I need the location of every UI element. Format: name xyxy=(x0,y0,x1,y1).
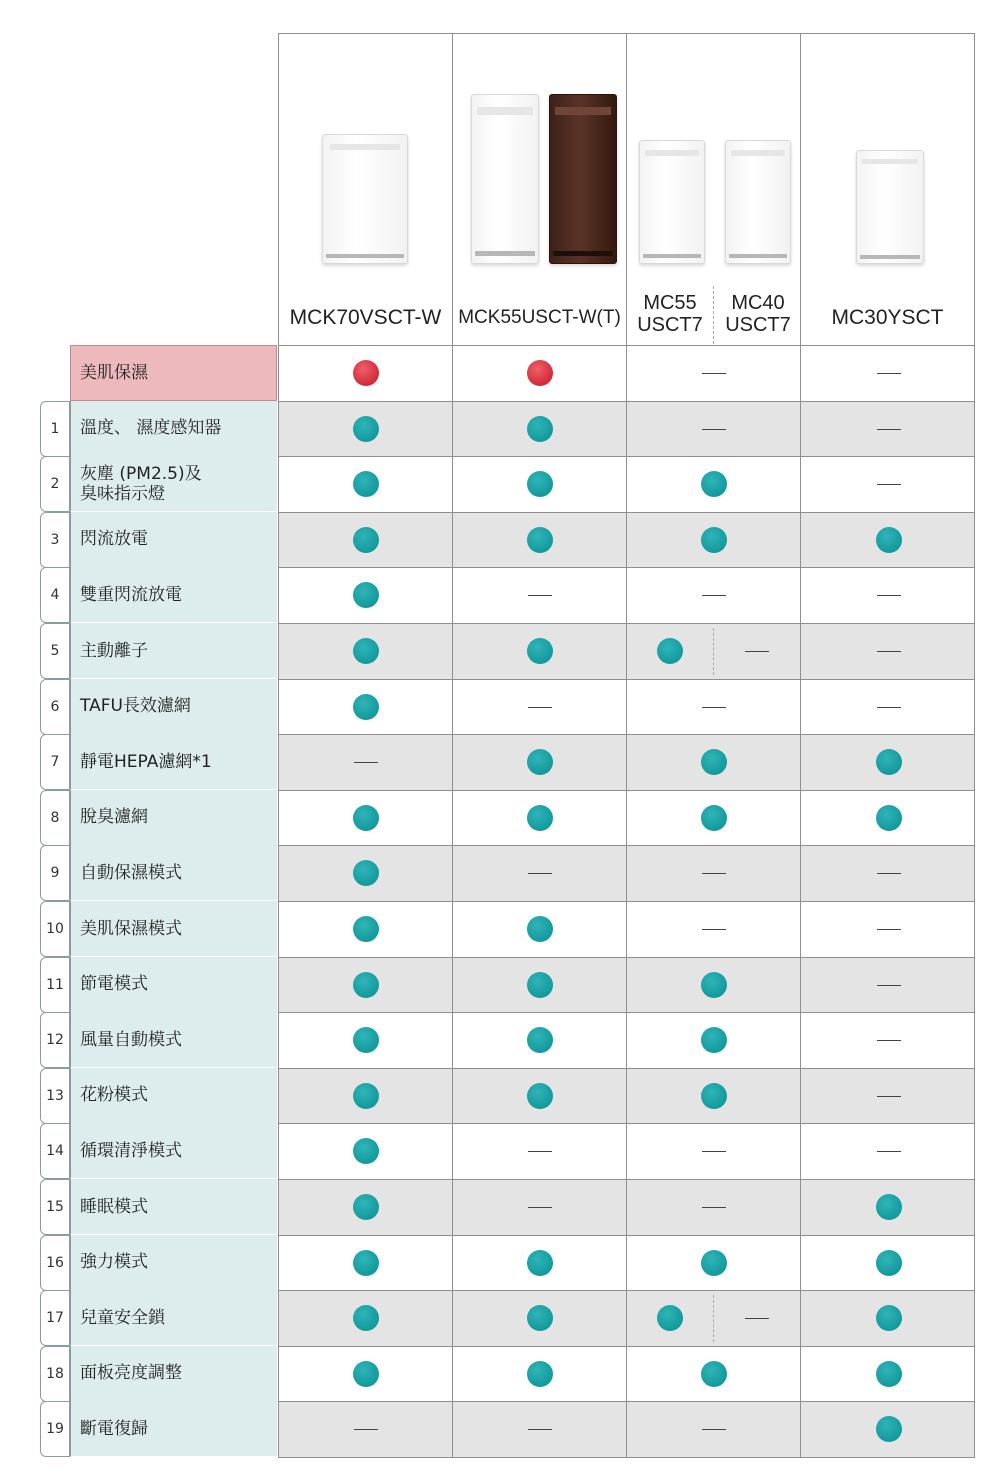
supported-dot xyxy=(701,1027,727,1053)
feature-row xyxy=(40,1123,975,1179)
feature-label-text: 主動離子 xyxy=(80,640,148,661)
feature-cell xyxy=(278,457,452,512)
supported-dot xyxy=(701,1250,727,1276)
feature-label-text: 兒童安全鎖 xyxy=(80,1307,165,1328)
feature-label xyxy=(70,1068,277,1124)
feature-cells xyxy=(278,1012,975,1068)
feature-cells xyxy=(278,623,975,679)
supported-dot xyxy=(527,416,553,442)
feature-label-text: 風量自動模式 xyxy=(80,1029,182,1050)
feature-label-text: 脫臭濾網 xyxy=(80,807,148,828)
not-supported-dash xyxy=(702,1207,726,1208)
feature-label-text: 灰塵 (PM2.5)及 臭味指示燈 xyxy=(80,463,202,504)
supported-dot xyxy=(701,471,727,497)
feature-row xyxy=(40,790,975,846)
not-supported-dash xyxy=(528,873,552,874)
supported-dot xyxy=(353,805,379,831)
supported-dot xyxy=(876,1361,902,1387)
row-number: 7 xyxy=(40,734,70,790)
feature-cell xyxy=(278,1013,452,1068)
feature-cells xyxy=(278,567,975,623)
not-supported-dash xyxy=(354,1429,378,1430)
feature-cells xyxy=(278,1346,975,1402)
not-supported-dash xyxy=(877,929,901,930)
supported-dot xyxy=(353,916,379,942)
feature-cells xyxy=(278,734,975,790)
feature-row xyxy=(40,901,975,957)
feature-row xyxy=(40,845,975,901)
supported-dot xyxy=(701,749,727,775)
feature-cell xyxy=(800,457,975,512)
feature-cells xyxy=(278,1179,975,1235)
not-supported-dash xyxy=(528,595,552,596)
feature-cell xyxy=(452,680,626,735)
feature-cell xyxy=(800,846,975,901)
feature-cell xyxy=(452,568,626,623)
feature-cell xyxy=(800,346,975,401)
not-supported-dash xyxy=(702,595,726,596)
row-number: 11 xyxy=(40,957,70,1013)
feature-cells xyxy=(278,790,975,846)
feature-label xyxy=(70,790,277,846)
not-supported-dash xyxy=(702,1429,726,1430)
supported-dot xyxy=(876,805,902,831)
row-number: 5 xyxy=(40,623,70,679)
product-image-mc30 xyxy=(856,150,924,264)
feature-cell xyxy=(278,902,452,957)
supported-dot xyxy=(353,582,379,608)
feature-cell xyxy=(452,1180,626,1235)
feature-row xyxy=(40,512,975,568)
supported-dot xyxy=(353,527,379,553)
supported-dot xyxy=(876,1305,902,1331)
feature-row xyxy=(40,1012,975,1068)
supported-dot xyxy=(527,1083,553,1109)
feature-cells xyxy=(278,679,975,735)
feature-cells xyxy=(278,1235,975,1291)
model-name: MCK55USCT-W(T) xyxy=(458,307,621,328)
feature-cell xyxy=(800,402,975,457)
feature-cell xyxy=(452,1069,626,1124)
feature-cell xyxy=(278,568,452,623)
supported-dot xyxy=(527,1361,553,1387)
sub-column-divider xyxy=(713,1295,714,1342)
feature-cells xyxy=(278,345,975,401)
not-supported-dash xyxy=(702,373,726,374)
feature-label-text: 睡眠模式 xyxy=(80,1196,148,1217)
feature-row xyxy=(40,1401,975,1457)
feature-cell xyxy=(626,1180,800,1235)
not-supported-dash xyxy=(877,429,901,430)
feature-row xyxy=(40,1346,975,1402)
not-supported-dash xyxy=(702,873,726,874)
feature-cell xyxy=(800,568,975,623)
feature-cell xyxy=(626,1013,800,1068)
feature-cell xyxy=(278,402,452,457)
feature-cell xyxy=(278,735,452,790)
row-number: 12 xyxy=(40,1012,70,1068)
feature-label xyxy=(70,845,277,901)
row-number: 8 xyxy=(40,790,70,846)
feature-cell xyxy=(278,1236,452,1291)
supported-dot xyxy=(527,916,553,942)
feature-label xyxy=(70,1012,277,1068)
sub-column-divider xyxy=(713,628,714,675)
feature-cell xyxy=(452,402,626,457)
feature-label-text: 雙重閃流放電 xyxy=(80,584,182,605)
feature-row xyxy=(40,1290,975,1346)
not-supported-dash xyxy=(877,1151,901,1152)
feature-row xyxy=(40,1068,975,1124)
feature-label-text: 美肌保濕模式 xyxy=(80,918,182,939)
feature-cell xyxy=(452,624,626,679)
feature-label xyxy=(70,401,277,457)
not-supported-dash xyxy=(354,762,378,763)
feature-cell xyxy=(452,346,626,401)
feature-label-text: 斷電復歸 xyxy=(80,1418,148,1439)
not-supported-dash xyxy=(877,484,901,485)
row-number: 2 xyxy=(40,456,70,512)
feature-label-text: TAFU長效濾網 xyxy=(80,696,191,717)
not-supported-dash xyxy=(877,651,901,652)
row-number: 16 xyxy=(40,1235,70,1291)
feature-cell xyxy=(626,402,800,457)
feature-label xyxy=(70,734,277,790)
feature-cell xyxy=(800,1347,975,1402)
supported-dot xyxy=(527,638,553,664)
feature-label xyxy=(70,456,277,512)
feature-cell xyxy=(278,1347,452,1402)
not-supported-dash xyxy=(877,1096,901,1097)
feature-label-text: 美肌保濕 xyxy=(80,363,148,383)
feature-cell xyxy=(626,791,800,846)
model-header xyxy=(278,33,975,346)
not-supported-dash xyxy=(745,651,769,652)
feature-label-text: 強力模式 xyxy=(80,1252,148,1273)
feature-cell xyxy=(800,958,975,1013)
supported-dot xyxy=(353,1250,379,1276)
feature-cell xyxy=(800,902,975,957)
feature-cell xyxy=(626,568,800,623)
feature-label xyxy=(70,1179,277,1235)
feature-cell xyxy=(800,624,975,679)
feature-cell xyxy=(278,346,452,401)
feature-cells xyxy=(278,1123,975,1179)
feature-cell xyxy=(800,680,975,735)
feature-cell xyxy=(800,1291,975,1346)
row-number: 13 xyxy=(40,1068,70,1124)
feature-label-text: 閃流放電 xyxy=(80,529,148,550)
feature-cell xyxy=(626,624,800,679)
feature-label-text: 循環清淨模式 xyxy=(80,1140,182,1161)
feature-row xyxy=(40,623,975,679)
feature-cell xyxy=(626,846,800,901)
feature-cell xyxy=(452,1402,626,1457)
feature-cell xyxy=(800,513,975,568)
not-supported-dash xyxy=(877,595,901,596)
feature-label xyxy=(70,679,277,735)
feature-cell xyxy=(626,1291,800,1346)
feature-label-text: 靜電HEPA濾網*1 xyxy=(80,751,212,772)
feature-cell xyxy=(626,902,800,957)
feature-cell xyxy=(800,1069,975,1124)
row-number: 17 xyxy=(40,1290,70,1346)
feature-row xyxy=(40,1235,975,1291)
feature-cell xyxy=(626,680,800,735)
feature-cell xyxy=(626,1236,800,1291)
feature-cell xyxy=(800,791,975,846)
feature-cell xyxy=(800,1402,975,1457)
feature-cell xyxy=(626,1347,800,1402)
supported-dot xyxy=(353,1305,379,1331)
feature-cell xyxy=(452,457,626,512)
feature-cell xyxy=(452,1013,626,1068)
supported-dot xyxy=(527,527,553,553)
feature-label xyxy=(70,567,277,623)
row-number: 18 xyxy=(40,1346,70,1402)
feature-cells xyxy=(278,957,975,1013)
supported-dot xyxy=(353,1083,379,1109)
feature-cell xyxy=(626,513,800,568)
not-supported-dash xyxy=(528,1207,552,1208)
feature-label xyxy=(70,901,277,957)
feature-label xyxy=(70,1346,277,1402)
feature-cell xyxy=(278,1402,452,1457)
supported-dot xyxy=(353,1194,379,1220)
feature-cell xyxy=(626,1402,800,1457)
supported-dot-red xyxy=(353,360,379,386)
model-col-4 xyxy=(800,34,975,346)
feature-cell xyxy=(452,1236,626,1291)
row-number: 1 xyxy=(40,401,70,457)
feature-row xyxy=(40,456,975,512)
supported-dot xyxy=(876,749,902,775)
feature-cell xyxy=(278,680,452,735)
feature-label-text: 花粉模式 xyxy=(80,1085,148,1106)
supported-dot xyxy=(527,1250,553,1276)
supported-dot xyxy=(353,1027,379,1053)
feature-cell xyxy=(452,735,626,790)
supported-dot xyxy=(701,972,727,998)
supported-dot xyxy=(527,749,553,775)
not-supported-dash xyxy=(528,707,552,708)
feature-cell xyxy=(452,958,626,1013)
feature-label xyxy=(70,623,277,679)
feature-cells xyxy=(278,456,975,512)
not-supported-dash xyxy=(528,1429,552,1430)
feature-cell xyxy=(626,1124,800,1179)
feature-cell xyxy=(800,1180,975,1235)
supported-dot xyxy=(527,972,553,998)
feature-cell xyxy=(278,791,452,846)
supported-dot xyxy=(527,1305,553,1331)
not-supported-dash xyxy=(877,707,901,708)
model-name: MC30YSCT xyxy=(831,306,944,329)
not-supported-dash xyxy=(877,373,901,374)
feature-cell xyxy=(278,1291,452,1346)
supported-dot xyxy=(527,471,553,497)
supported-dot xyxy=(353,860,379,886)
row-number: 9 xyxy=(40,845,70,901)
feature-cell xyxy=(626,1069,800,1124)
supported-dot xyxy=(353,972,379,998)
row-number: 4 xyxy=(40,567,70,623)
supported-dot xyxy=(701,805,727,831)
not-supported-dash xyxy=(702,429,726,430)
supported-dot xyxy=(527,1027,553,1053)
model-name: MCK70VSCT-W xyxy=(289,306,442,329)
feature-cell xyxy=(278,1069,452,1124)
supported-dot xyxy=(701,1361,727,1387)
row-number: 10 xyxy=(40,901,70,957)
not-supported-dash xyxy=(745,1318,769,1319)
feature-cell xyxy=(278,1124,452,1179)
model-name-mc40: MC40 USCT7 xyxy=(725,292,791,336)
supported-dot xyxy=(701,527,727,553)
row-number: 6 xyxy=(40,679,70,735)
not-supported-dash xyxy=(702,929,726,930)
supported-dot xyxy=(657,638,683,664)
feature-cell xyxy=(800,1124,975,1179)
supported-dot xyxy=(701,1083,727,1109)
feature-row-highlight xyxy=(40,345,975,401)
supported-dot xyxy=(527,805,553,831)
feature-cell xyxy=(278,846,452,901)
supported-dot xyxy=(353,638,379,664)
feature-row xyxy=(40,1179,975,1235)
feature-row xyxy=(40,679,975,735)
feature-cells xyxy=(278,845,975,901)
supported-dot-red xyxy=(527,360,553,386)
feature-label xyxy=(70,1290,277,1346)
feature-cell xyxy=(800,1236,975,1291)
feature-cell xyxy=(626,346,800,401)
feature-cell xyxy=(626,958,800,1013)
feature-cells xyxy=(278,512,975,568)
feature-cell xyxy=(278,958,452,1013)
supported-dot xyxy=(353,694,379,720)
model-col-1 xyxy=(278,34,452,346)
feature-row xyxy=(40,734,975,790)
feature-label xyxy=(70,1123,277,1179)
model-col-2 xyxy=(452,34,626,346)
row-number: 15 xyxy=(40,1179,70,1235)
feature-cells xyxy=(278,901,975,957)
feature-cell xyxy=(452,1124,626,1179)
not-supported-dash xyxy=(877,873,901,874)
model-col-3 xyxy=(626,34,800,346)
feature-cell xyxy=(452,1347,626,1402)
model-name-mc55: MC55 USCT7 xyxy=(637,292,703,336)
feature-cells xyxy=(278,1068,975,1124)
not-supported-dash xyxy=(702,707,726,708)
product-image-mck70 xyxy=(322,134,408,264)
feature-label xyxy=(70,345,277,401)
not-supported-dash xyxy=(877,985,901,986)
product-image-mc40 xyxy=(725,140,791,264)
not-supported-dash xyxy=(877,1040,901,1041)
feature-label-text: 自動保濕模式 xyxy=(80,862,182,883)
supported-dot xyxy=(353,416,379,442)
row-number: 14 xyxy=(40,1123,70,1179)
feature-label-text: 溫度、 濕度感知器 xyxy=(80,418,222,439)
product-image-mck55-brown xyxy=(549,94,617,264)
supported-dot xyxy=(353,1361,379,1387)
feature-label-text: 節電模式 xyxy=(80,974,148,995)
supported-dot xyxy=(657,1305,683,1331)
row-number: 3 xyxy=(40,512,70,568)
feature-label xyxy=(70,1235,277,1291)
product-image-mck55-white xyxy=(471,94,539,264)
not-supported-dash xyxy=(528,1151,552,1152)
feature-row xyxy=(40,401,975,457)
feature-cell xyxy=(800,735,975,790)
feature-cell xyxy=(452,791,626,846)
feature-cell xyxy=(278,624,452,679)
supported-dot xyxy=(876,527,902,553)
feature-cells xyxy=(278,1401,975,1457)
feature-cells xyxy=(278,401,975,457)
feature-label xyxy=(70,512,277,568)
feature-cell xyxy=(278,1180,452,1235)
feature-cell xyxy=(278,513,452,568)
table-bottom-border xyxy=(278,1457,975,1458)
supported-dot xyxy=(353,471,379,497)
feature-cell xyxy=(452,902,626,957)
row-number: 19 xyxy=(40,1401,70,1457)
supported-dot xyxy=(353,1138,379,1164)
not-supported-dash xyxy=(702,1151,726,1152)
feature-cell xyxy=(452,846,626,901)
feature-row xyxy=(40,567,975,623)
supported-dot xyxy=(876,1416,902,1442)
supported-dot xyxy=(876,1250,902,1276)
feature-label xyxy=(70,957,277,1013)
feature-cell xyxy=(800,1013,975,1068)
feature-row xyxy=(40,957,975,1013)
feature-cell xyxy=(452,1291,626,1346)
feature-cell xyxy=(626,735,800,790)
product-image-mc55 xyxy=(639,140,705,264)
feature-cell xyxy=(626,457,800,512)
feature-label-text: 面板亮度調整 xyxy=(80,1363,182,1384)
feature-cells xyxy=(278,1290,975,1346)
feature-label xyxy=(70,1401,277,1457)
feature-cell xyxy=(452,513,626,568)
supported-dot xyxy=(876,1194,902,1220)
